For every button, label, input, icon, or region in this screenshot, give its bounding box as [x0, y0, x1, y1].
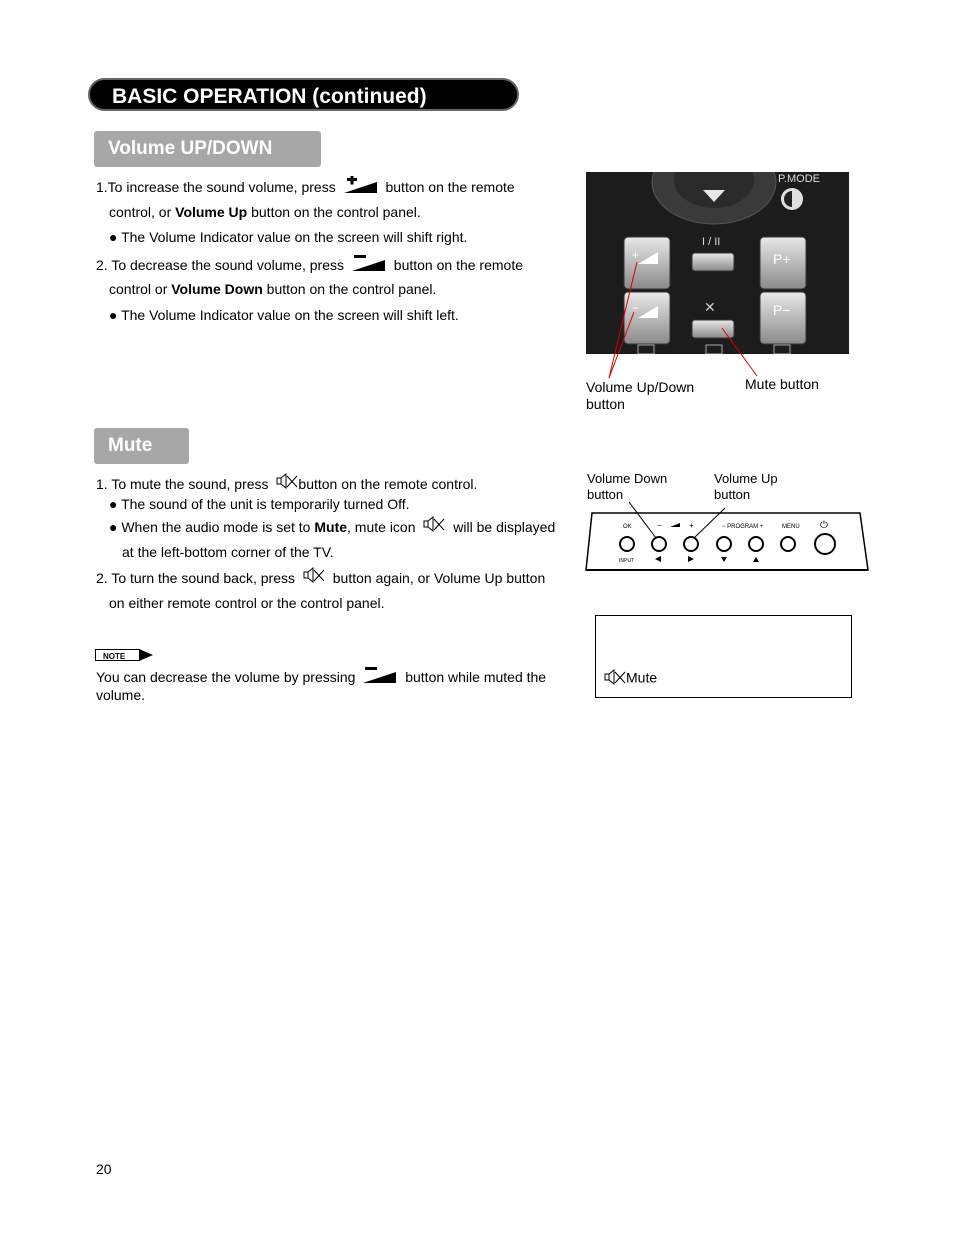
volume-section-title: Volume UP/DOWN — [94, 131, 321, 167]
mute-item2-text-b: button again, or Volume Up button — [332, 570, 546, 586]
vol-down-callout-2: button — [587, 487, 624, 502]
remote-callout-lines — [0, 0, 954, 420]
mute-item1-text-a: 1. To mute the sound, press — [96, 476, 269, 492]
svg-text:−: − — [632, 301, 640, 315]
vol-item1-bullet: ● The Volume Indicator value on the screen will shift right. — [109, 229, 468, 245]
note-label: NOTE — [103, 652, 126, 661]
mute-bullet2-pre: ● When the audio mode is set to — [109, 519, 315, 535]
vol-item2-text-a: 2. To decrease the sound volume, press — [96, 257, 345, 273]
mute-item2-line1 — [96, 569, 545, 587]
vol-item1-text-a: 1.To increase the sound volume, press — [96, 179, 336, 195]
p-plus-label: P+ — [773, 251, 791, 267]
mute-bullet2-mid: , mute icon — [347, 519, 416, 535]
vol-item2-c-pre: control or — [109, 281, 172, 297]
vol-item1-c-bold: Volume Up — [175, 204, 248, 220]
svg-text:⏻: ⏻ — [820, 520, 828, 531]
ok-label: OK — [623, 524, 632, 530]
plus-label: + — [689, 521, 694, 530]
screen-mute-indicator — [604, 668, 657, 685]
screen-mute-label: Mute — [626, 669, 658, 686]
note-line1 — [96, 668, 546, 687]
mute-bullet2-bold: Mute — [314, 519, 348, 535]
vol-item2-text-b: button on the remote — [393, 257, 523, 273]
mute-section-title: Mute — [94, 428, 189, 464]
mute-button-callout: Mute button — [745, 376, 819, 392]
input-label: INPUT — [619, 558, 634, 564]
vol-item1-c-pre: control, or — [109, 204, 176, 220]
program-label: − PROGRAM + — [722, 524, 764, 530]
menu-label: MENU — [782, 524, 800, 530]
page-number: 20 — [96, 1161, 112, 1177]
tv-screen-display — [595, 615, 852, 698]
mute-icon — [276, 473, 298, 489]
mute-icon — [604, 669, 626, 685]
vol-item1-text-b: button on the remote — [385, 179, 515, 195]
mute-icon — [303, 567, 325, 583]
mute-bullet2-post: will be displayed — [453, 519, 556, 535]
mute-icon — [423, 516, 445, 532]
minus-label: − — [657, 521, 662, 530]
tv-av-label: I / II — [702, 236, 721, 248]
vol-item2-c-bold: Volume Down — [171, 281, 263, 297]
mute-item1-text-b: button on the remote control. — [298, 476, 478, 492]
note-text-b: button while muted the — [405, 669, 547, 685]
mute-bullet1: ● The sound of the unit is temporarily turned Off. — [109, 496, 410, 512]
vol-up-callout-1: Volume Up — [714, 471, 778, 486]
page-title-banner: BASIC OPERATION (continued) — [88, 78, 519, 111]
vol-up-callout-2: button — [714, 487, 751, 502]
mute-bullet2 — [109, 518, 555, 536]
mute-item2-line2: on either remote control or the control panel. — [109, 595, 385, 611]
vol-updown-callout-2: button — [586, 396, 625, 412]
vol-item2-c-post: button on the control panel. — [262, 281, 437, 297]
mute-item1-line1 — [96, 475, 477, 493]
svg-text:+: + — [632, 248, 640, 262]
note-text-a: You can decrease the volume by pressing — [96, 669, 356, 685]
pmode-label: P.MODE — [778, 173, 820, 185]
vol-updown-callout-1: Volume Up/Down — [586, 379, 695, 395]
p-minus-label: P− — [773, 302, 791, 318]
vol-down-callout-1: Volume Down — [587, 471, 668, 486]
mute-item2-text-a: 2. To turn the sound back, press — [96, 570, 295, 586]
svg-text:✕: ✕ — [704, 299, 716, 315]
vol-item1-c-post: button on the control panel. — [247, 204, 421, 220]
vol-item2-bullet: ● The Volume Indicator value on the screen will shift left. — [109, 307, 459, 323]
note-line2: volume. — [96, 687, 146, 703]
volume-down-icon — [363, 666, 397, 684]
mute-bullet2-cont: at the left-bottom corner of the TV. — [122, 544, 334, 560]
control-panel-drawing — [582, 500, 872, 575]
note-badge — [95, 648, 153, 662]
